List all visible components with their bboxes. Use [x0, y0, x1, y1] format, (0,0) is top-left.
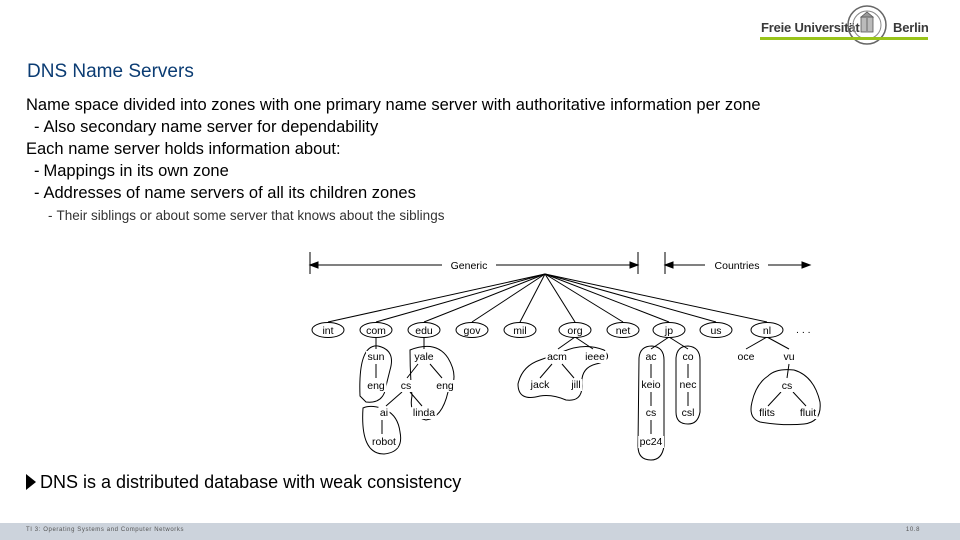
tld-label: com: [366, 325, 386, 337]
node-cs-keio: cs: [645, 407, 657, 419]
node-ai: ai: [379, 407, 389, 419]
node-ac: ac: [645, 351, 657, 363]
bullet-item: - Addresses of name servers of all its children zones: [34, 184, 416, 202]
slide-title: DNS Name Servers: [27, 61, 194, 82]
tld-label: int: [322, 325, 334, 337]
footer-bar: [0, 523, 960, 540]
tld-label: mil: [513, 325, 527, 337]
generic-label: Generic: [450, 260, 488, 272]
university-logo: [760, 4, 928, 50]
node-cs-yale: cs: [400, 380, 412, 392]
bullet-text: Name space divided into zones with one primary name server with authoritative information per zone: [26, 96, 761, 114]
tld-label: nl: [762, 325, 772, 337]
logo-text-left: Freie Universität: [761, 20, 860, 35]
bullet-text: Their siblings or about some server that knows about the siblings: [56, 208, 445, 223]
countries-label: Countries: [714, 260, 760, 272]
bullet-text: Also secondary name server for dependability: [43, 118, 379, 136]
node-linda: linda: [412, 407, 436, 419]
node-co: co: [682, 351, 694, 363]
bullet-item: - Also secondary name server for dependability: [34, 118, 379, 136]
bullet-item: [26, 96, 761, 115]
tld-label: gov: [463, 325, 481, 337]
conclusion-bullet: [26, 472, 461, 493]
arrow-bullet-icon: [26, 474, 36, 490]
node-fluit: fluit: [799, 407, 817, 419]
tld-label: net: [615, 325, 631, 337]
node-cs-vu: cs: [781, 380, 793, 392]
node-jack: jack: [530, 379, 550, 391]
node-eng-yale: eng: [436, 380, 454, 392]
node-csl: csl: [681, 407, 695, 419]
tld-label: org: [567, 325, 583, 337]
bullet-item: - Their siblings or about some server that knows about the siblings: [48, 208, 445, 223]
node-yale: yale: [414, 351, 434, 363]
node-robot: robot: [372, 436, 396, 448]
more-domains-ellipsis: . . .: [796, 324, 811, 336]
logo-text-right: Berlin: [893, 20, 929, 35]
node-acm: acm: [547, 351, 567, 363]
node-eng-sun: eng: [367, 380, 385, 392]
tld-label: us: [710, 325, 722, 337]
node-sun: sun: [367, 351, 385, 363]
tld-label: jp: [664, 325, 674, 337]
node-vu: vu: [783, 351, 795, 363]
node-oce: oce: [737, 351, 755, 363]
bullet-text: Addresses of name servers of all its children zones: [43, 184, 416, 202]
node-jill: jill: [571, 379, 581, 391]
node-ieee: ieee: [585, 351, 605, 363]
bullet-item: [26, 140, 341, 159]
footer-course-title: TI 3: Operating Systems and Computer Networks: [26, 527, 185, 533]
conclusion-text: DNS is a distributed database with weak consistency: [40, 472, 462, 492]
logo-accent-line: [760, 37, 928, 40]
bullet-text: Each name server holds information about:: [26, 140, 341, 158]
root-edges: [328, 274, 767, 322]
node-keio: keio: [641, 379, 661, 391]
node-flits: flits: [759, 407, 775, 419]
dns-namespace-diagram: [300, 246, 830, 468]
bullet-item: - Mappings in its own zone: [34, 162, 229, 180]
node-pc24: pc24: [639, 436, 663, 448]
tld-label: edu: [415, 325, 433, 337]
node-nec: nec: [679, 379, 697, 391]
zone-outlines: [360, 346, 820, 460]
bullet-text: Mappings in its own zone: [43, 162, 229, 180]
footer-slide-number: 10.8: [905, 527, 920, 533]
